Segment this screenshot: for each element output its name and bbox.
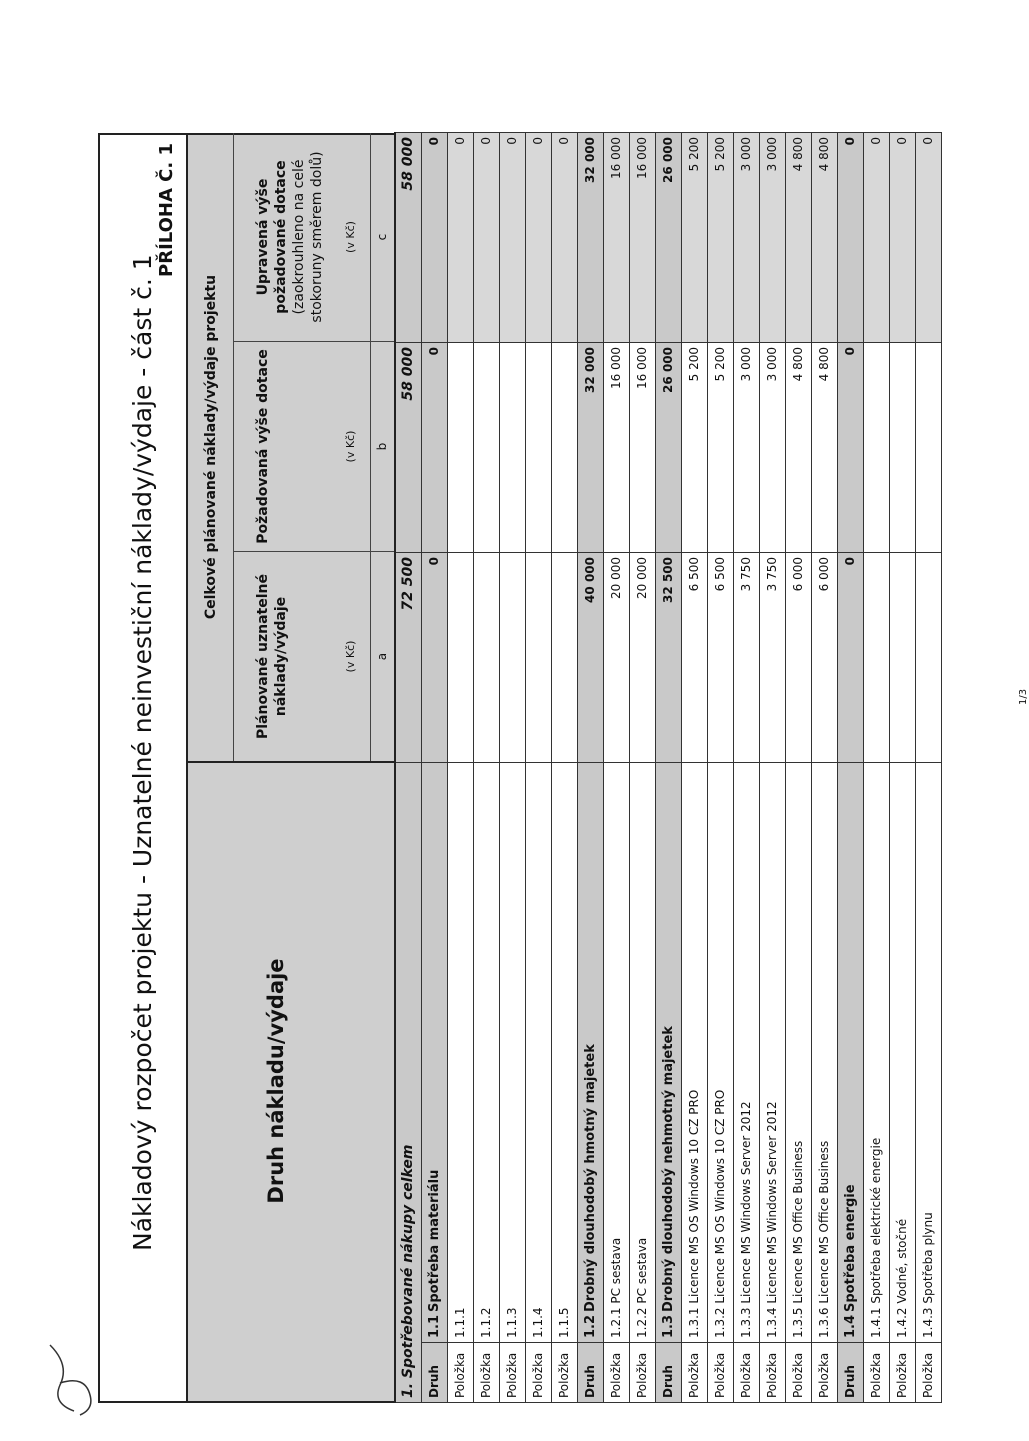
item-row — [915, 133, 941, 1403]
section-row — [837, 133, 863, 1403]
row-value-b — [499, 343, 525, 553]
row-label: 1.3.2 Licence MS OS Windows 10 CZ PRO — [707, 763, 733, 1343]
row-value-c: 0 — [447, 133, 473, 343]
row-kind: Položka — [603, 1343, 629, 1403]
row-value-c: 0 — [525, 133, 551, 343]
row-value-a: 6 000 — [785, 553, 811, 763]
header-col-c-unit: (v Kč) — [344, 221, 357, 253]
row-value-c: 0 — [551, 133, 577, 343]
item-row — [785, 133, 811, 1403]
row-value-c: 0 — [499, 133, 525, 343]
item-row — [551, 133, 577, 1403]
item-row — [759, 133, 785, 1403]
row-value-c: 3 000 — [733, 133, 759, 343]
row-label: 1.1.2 — [473, 763, 499, 1343]
page-number: 1/3 — [1018, 688, 1029, 705]
row-value-c: 0 — [889, 133, 915, 343]
row-label: 1.4.1 Spotřeba elektrické energie — [863, 763, 889, 1343]
row-kind: Položka — [499, 1343, 525, 1403]
row-value-b: 4 800 — [811, 343, 837, 553]
row-value-c: 3 000 — [759, 133, 785, 343]
row-label — [421, 763, 447, 1343]
row-value-a — [447, 553, 473, 763]
row-label: 1.3.1 Licence MS OS Windows 10 CZ PRO — [681, 763, 707, 1343]
row-value-c: 0 — [837, 133, 863, 343]
row-value-c: 16 000 — [603, 133, 629, 343]
row-label — [655, 763, 681, 1343]
item-row — [473, 133, 499, 1403]
section-row — [577, 133, 603, 1403]
row-value-a: 6 000 — [811, 553, 837, 763]
budget-table-body — [395, 133, 941, 1403]
item-row — [629, 133, 655, 1403]
row-value-a: 6 500 — [707, 553, 733, 763]
row-value-b: 16 000 — [629, 343, 655, 553]
row-value-b — [889, 343, 915, 553]
row-value-b: 5 200 — [681, 343, 707, 553]
total-value-b: 58 000 — [395, 343, 421, 553]
row-kind: Položka — [863, 1343, 889, 1403]
item-row — [889, 133, 915, 1403]
row-value-b: 4 800 — [785, 343, 811, 553]
item-row — [681, 133, 707, 1403]
row-value-a — [551, 553, 577, 763]
row-kind: Druh — [655, 1343, 681, 1403]
row-value-a — [473, 553, 499, 763]
header-col-b — [234, 341, 394, 551]
row-label: 1.4.2 Vodné, stočné — [889, 763, 915, 1343]
row-label: 1.3.6 Licence MS Office Business — [811, 763, 837, 1343]
row-label: 1.1.3 — [499, 763, 525, 1343]
row-value-c: 4 800 — [811, 133, 837, 343]
row-value-c: 0 — [915, 133, 941, 343]
total-row — [395, 133, 421, 1403]
row-kind: Položka — [681, 1343, 707, 1403]
row-value-c: 26 000 — [655, 133, 681, 343]
total-value-c: 58 000 — [395, 133, 421, 343]
row-value-b: 26 000 — [655, 343, 681, 553]
row-label — [577, 763, 603, 1343]
row-value-b — [915, 343, 941, 553]
item-row — [733, 133, 759, 1403]
item-row — [603, 133, 629, 1403]
header-col-b-unit: (v Kč) — [344, 430, 357, 463]
header-col-a-letter: a — [370, 552, 395, 761]
row-value-c: 4 800 — [785, 133, 811, 343]
header-col-b-letter: b — [370, 342, 395, 551]
row-value-c: 5 200 — [707, 133, 733, 343]
row-kind: Položka — [447, 1343, 473, 1403]
row-kind: Položka — [915, 1343, 941, 1403]
header-col-c-label: Upravená výše požadované dotace — [255, 160, 289, 314]
row-value-a: 32 500 — [655, 553, 681, 763]
page-title: Nákladový rozpočet projektu - Uznatelné neinvestiční náklady/výdaje - část č. 1 — [128, 254, 157, 1251]
row-value-a — [525, 553, 551, 763]
row-code: 1.4 — [842, 1314, 858, 1338]
row-label: 1.3.3 Licence MS Windows Server 2012 — [733, 763, 759, 1343]
item-row — [863, 133, 889, 1403]
item-row — [499, 133, 525, 1403]
row-value-b — [863, 343, 889, 553]
header-druh-cell — [188, 761, 394, 1401]
row-value-c: 0 — [421, 133, 447, 343]
budget-table — [394, 132, 942, 1403]
row-value-a — [889, 553, 915, 763]
row-value-a: 40 000 — [577, 553, 603, 763]
row-value-b: 3 000 — [759, 343, 785, 553]
header-col-c-note: (zaokrouhleno na celé stokoruny směrem dolů) — [291, 151, 325, 323]
header-group-label: Celkové plánované náklady/výdaje projektu — [188, 133, 234, 761]
annex-label: PŘÍLOHA Č. 1 — [156, 143, 177, 277]
row-label-text: Drobný dlouhodobý hmotný majetek — [582, 1044, 598, 1312]
row-label: 1.1.5 — [551, 763, 577, 1343]
row-value-b: 16 000 — [603, 343, 629, 553]
row-label: 1.2.2 PC sestava — [629, 763, 655, 1343]
row-label: 1.3.4 Licence MS Windows Server 2012 — [759, 763, 785, 1343]
header-col-a-unit: (v Kč) — [344, 640, 357, 673]
row-label: 1.1.4 — [525, 763, 551, 1343]
total-value-a: 72 500 — [395, 553, 421, 763]
row-kind: Položka — [811, 1343, 837, 1403]
row-label-text: Drobný dlouhodobý nehmotný majetek — [660, 1026, 676, 1312]
row-label: 1.2.1 PC sestava — [603, 763, 629, 1343]
row-kind: Druh — [421, 1343, 447, 1403]
row-label: 1.3.5 Licence MS Office Business — [785, 763, 811, 1343]
section-row — [655, 133, 681, 1403]
row-value-c: 32 000 — [577, 133, 603, 343]
row-label: 1.4.3 Spotřeba plynu — [915, 763, 941, 1343]
row-kind: Položka — [707, 1343, 733, 1403]
header-col-c-letter: c — [370, 133, 395, 341]
row-kind: Položka — [889, 1343, 915, 1403]
row-kind: Položka — [551, 1343, 577, 1403]
row-code: 1.1 — [426, 1314, 442, 1338]
row-value-a — [915, 553, 941, 763]
row-kind: Položka — [785, 1343, 811, 1403]
row-value-a: 3 750 — [733, 553, 759, 763]
row-code: 1.2 — [582, 1314, 598, 1338]
row-value-b — [447, 343, 473, 553]
row-value-a: 0 — [837, 553, 863, 763]
row-kind: Druh — [577, 1343, 603, 1403]
header-druh-label: Druh nákladu/výdaje — [264, 958, 288, 1204]
row-value-b: 0 — [421, 343, 447, 553]
row-value-b — [525, 343, 551, 553]
row-label-text: Spotřeba materiálu — [426, 1169, 442, 1312]
row-kind: Položka — [525, 1343, 551, 1403]
row-value-c: 0 — [473, 133, 499, 343]
item-row — [811, 133, 837, 1403]
total-label: 1. Spotřebované nákupy celkem — [395, 763, 421, 1403]
row-label: 1.1.1 — [447, 763, 473, 1343]
rotated-document — [98, 133, 1029, 1403]
header-col-b-label: Požadovaná výše dotace — [255, 349, 271, 544]
row-value-b: 3 000 — [733, 343, 759, 553]
row-value-b — [551, 343, 577, 553]
row-value-a — [863, 553, 889, 763]
item-row — [447, 133, 473, 1403]
row-kind: Druh — [837, 1343, 863, 1403]
row-kind: Položka — [759, 1343, 785, 1403]
header-col-a-label: Plánované uznatelné náklady/výdaje — [255, 574, 289, 739]
item-row — [707, 133, 733, 1403]
item-row — [525, 133, 551, 1403]
row-value-a: 3 750 — [759, 553, 785, 763]
row-value-a: 20 000 — [629, 553, 655, 763]
header-col-c-text — [254, 137, 326, 337]
section-row — [421, 133, 447, 1403]
header-col-a — [234, 551, 394, 761]
row-kind: Položka — [733, 1343, 759, 1403]
row-value-c: 0 — [863, 133, 889, 343]
row-value-a: 0 — [421, 553, 447, 763]
row-code: 1.3 — [660, 1314, 676, 1338]
row-value-a: 20 000 — [603, 553, 629, 763]
row-kind: Položka — [629, 1343, 655, 1403]
row-value-b — [473, 343, 499, 553]
signature-mark — [30, 1325, 120, 1425]
row-value-b: 0 — [837, 343, 863, 553]
row-value-a — [499, 553, 525, 763]
title-block — [98, 133, 186, 1403]
row-label — [837, 763, 863, 1343]
row-label-text: Spotřeba energie — [842, 1184, 858, 1312]
row-value-b: 32 000 — [577, 343, 603, 553]
row-value-c: 5 200 — [681, 133, 707, 343]
row-kind: Položka — [473, 1343, 499, 1403]
header-col-c — [234, 133, 394, 341]
row-value-c: 16 000 — [629, 133, 655, 343]
table-header — [186, 133, 394, 1403]
row-value-a: 6 500 — [681, 553, 707, 763]
row-value-b: 5 200 — [707, 343, 733, 553]
